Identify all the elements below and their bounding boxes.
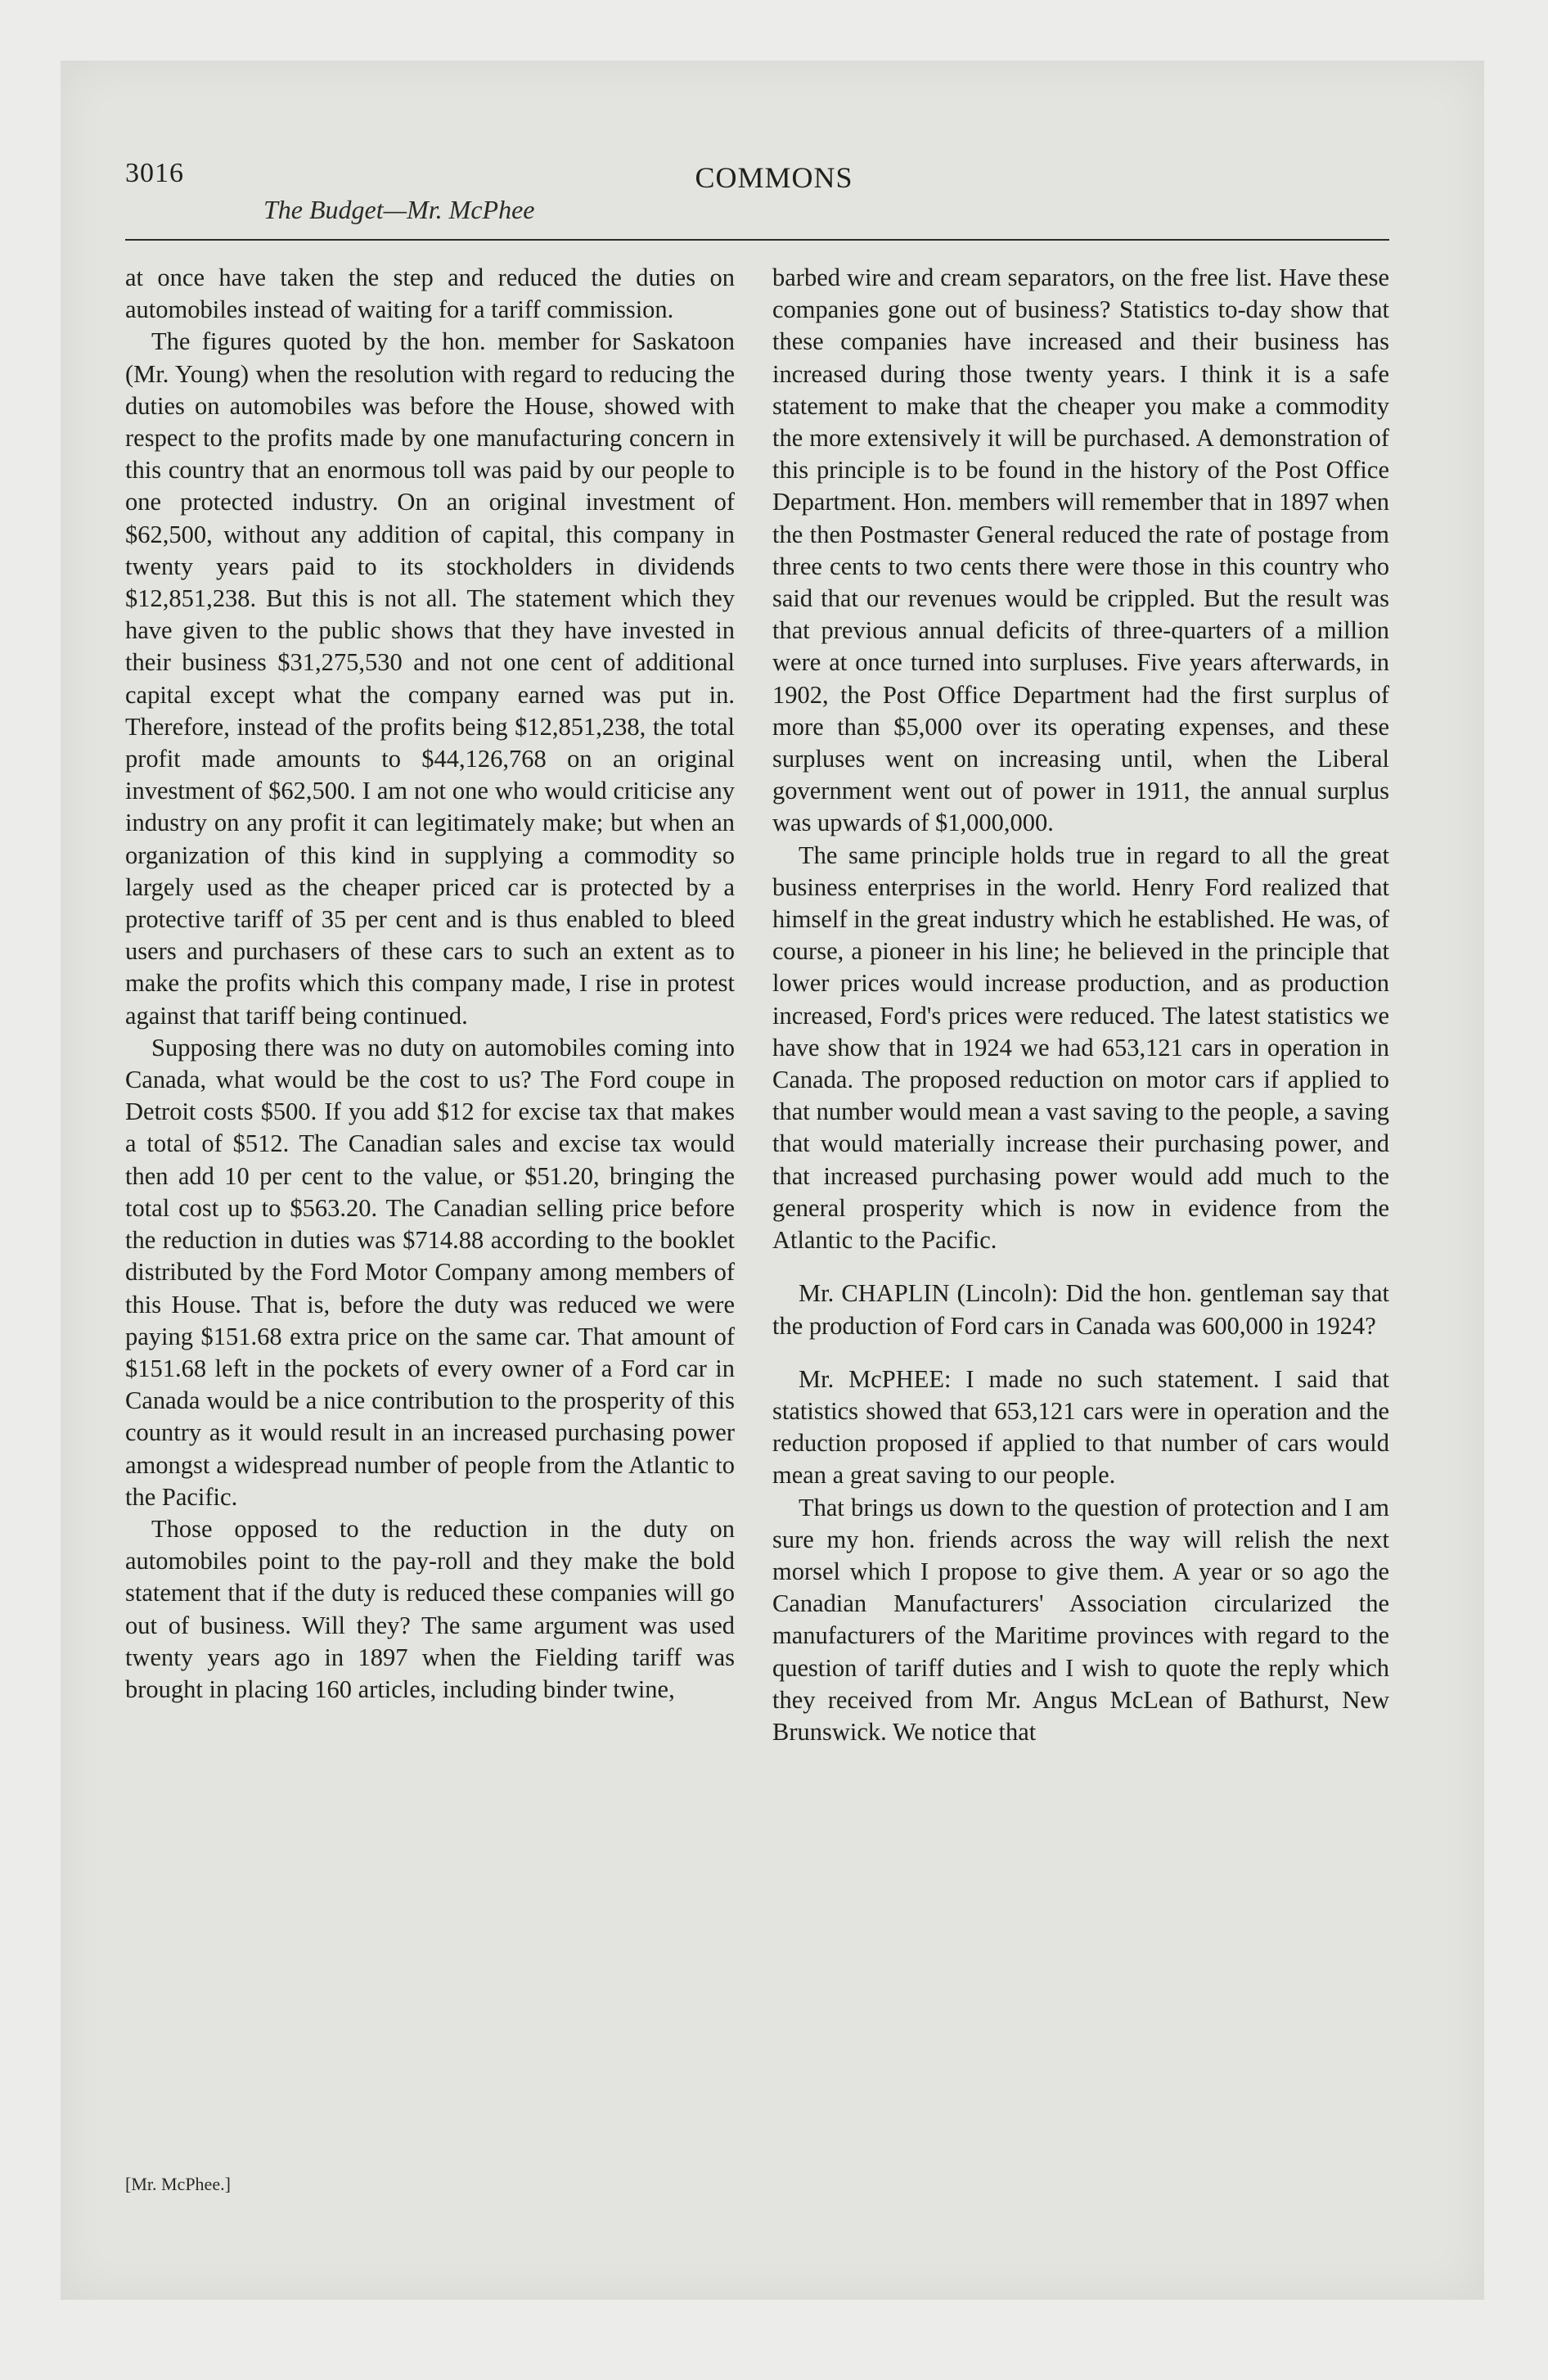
paragraph: That brings us down to the question of protection and I am sure my hon. friends across the way will relish the next morsel which I propose to give them. A year or so ago the Canadian Manufacturers' Association circularized the manufacturers of the Maritime provinces with regard to the question of tariff duties and I wish to quote the reply which they received from Mr. Angus McLean of Bathurst, New Brunswick. We notice that — [772, 1493, 1389, 1746]
page-number: 3016 — [125, 158, 184, 188]
running-subtitle: The Budget—Mr. McPhee — [263, 195, 535, 224]
paragraph-speaker-mcphee: Mr. McPHEE: I made no such statement. I said that statistics showed that 653,121 cars were in operation and the reduction proposed if applied to that number of cars would mean a great saving to our people. — [772, 1364, 1389, 1490]
paragraph: barbed wire and cream separators, on the free list. Have these companies gone out of business? Statistics to-day show that these companies have increased and their business has increased during those twenty years. I think it is a safe statement to make that the cheaper you make a commodity the more extensively it will be purchased. A demonstration of this principle is to be found in the history of the Post Office Department. Hon. members will remember that in 1897 when the then Postmaster General reduced the rate of postage from three cents to two cents there were those in this country who said that our revenues would be crippled. But the result was that previous annual deficits of three-quarters of a million were at once turned into surpluses. Five years afterwards, in 1902, the Post Office Department had the first surplus of more than $5,000 over its operating expenses, and these surpluses went on increasing until, when the Liberal government went out of power in 1911, the annual surplus was upwards of $1,000,000. — [772, 264, 1389, 837]
paragraph-speaker-chaplin: Mr. CHAPLIN (Lincoln): Did the hon. gentleman say that the production of Ford cars in Canada was 600,000 in 1924? — [772, 1279, 1389, 1340]
paragraph: Those opposed to the reduction in the duty on automobiles point to the pay-roll and they make the bold statement that if the duty is reduced these companies will go out of business. Will they? The same argument was used twenty years ago in 1897 when the Fielding tariff was brought in placing 160 articles, including binder twine, — [125, 1514, 735, 1703]
left-column — [125, 262, 735, 1706]
right-column — [772, 262, 1389, 1748]
paragraph: at once have taken the step and reduced the duties on automobiles instead of waiting for a tariff commission. — [125, 264, 735, 324]
speaker-tag: [Mr. McPhee.] — [125, 2174, 231, 2194]
running-title: COMMONS — [695, 161, 853, 194]
paragraph: The figures quoted by the hon. member for Saskatoon (Mr. Young) when the resolution with regard to reducing the duties on automobiles was before the House, showed with respect to the profits made by one manufacturing concern in this country that an enormous toll was paid by our people to one protected industry. On an original investment of $62,500, without any addition of capital, this company in twenty years paid to its stockholders in dividends $12,851,238. But this is not all. The statement which they have given to the public shows that they have invested in their business $31,275,530 and not one cent of additional capital except what the company earned was put in. Therefore, instead of the profits being $12,851,238, the total profit made amounts to $44,126,768 on an original investment of $62,500. I am not one who would criticise any industry on any profit it can legitimately make; but when an organization of this kind in supplying a commodity so largely used as the cheaper priced car is protected by a protective tariff of 35 per cent and is thus enabled to bleed users and purchasers of these cars to such an extent as to make the profits which this company made, I rise in protest against that tariff being continued. — [125, 327, 735, 1030]
paragraph: Supposing there was no duty on automobiles coming into Canada, what would be the cost to us? The Ford coupe in Detroit costs $500. If you add $12 for excise tax that makes a total of $512. The Canadian sales and excise tax would then add 10 per cent to the value, or $51.20, bringing the total cost up to $563.20. The Canadian selling price before the reduction in duties was $714.88 according to the booklet distributed by the Ford Motor Company among members of this House. That is, before the duty was reduced we were paying $151.68 extra price on the same car. That amount of $151.68 left in the pockets of every owner of a Ford car in Canada would be a nice contribution to the prosperity of this country as it would result in an increased purchasing power amongst a widespread number of people from the Atlantic to the Pacific. — [125, 1033, 735, 1511]
paragraph: The same principle holds true in regard to all the great business enterprises in the world. Henry Ford realized that himself in the great industry which he established. He was, of course, a pioneer in his line; he believed in the principle that lower prices would increase production, and as production increased, Ford's prices were reduced. The latest statistics we have show that in 1924 we had 653,121 cars in operation in Canada. The proposed reduction on motor cars if applied to that number would mean a vast saving to the people, a saving that would materially increase their purchasing power, and that increased purchasing power would add much to the general prosperity which is now in evidence from the Atlantic to the Pacific. — [772, 841, 1389, 1255]
header-rule — [125, 239, 1389, 241]
